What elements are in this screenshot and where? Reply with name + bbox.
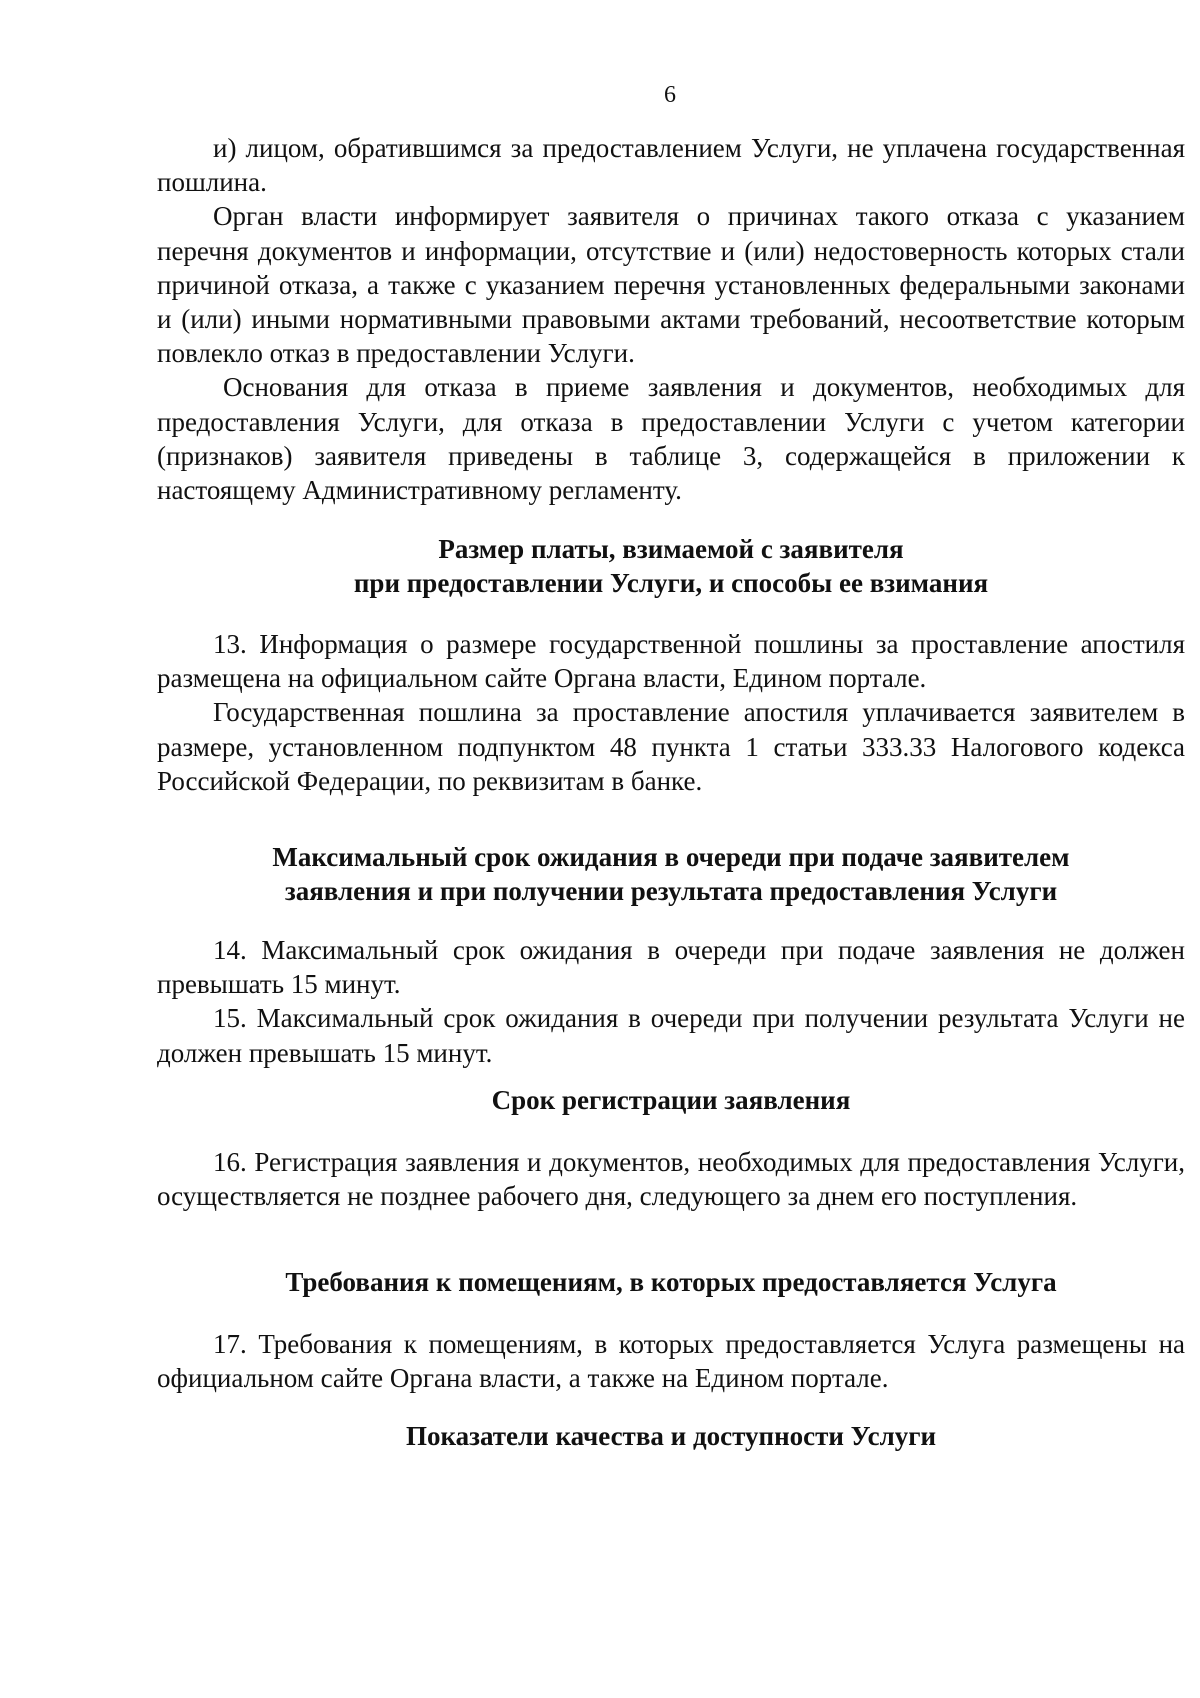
paragraph-15: 15. Максимальный срок ожидания в очереди при получении результата Услуги не должен превышать 15 минут. [157,1003,1185,1068]
section-heading-queue-line1: Максимальный срок ожидания в очереди при подаче заявителем [272,842,1070,872]
section-heading-registration-text: Срок регистрации заявления [491,1085,851,1115]
refusal-block [157,131,1185,507]
section-heading-registration [157,1083,1185,1117]
paragraph-refusal-info: Орган власти информирует заявителя о причинах такого отказа с указанием перечня документов и информации, отсутствие и (или) недостоверность которых стали причиной отказа, а также с указанием перечня установленных федеральными законами и (или) иными нормативными правовыми актами требований, несоответствие которым повлекло отказ в предоставлении Услуги. [157,201,1185,369]
section-heading-quality [157,1419,1185,1453]
section-heading-premises [157,1265,1185,1299]
fee-block [157,627,1185,798]
paragraph-14: 14. Максимальный срок ожидания в очереди при подаче заявления не должен превышать 15 минут. [157,935,1185,1000]
paragraph-16: 16. Регистрация заявления и документов, необходимых для предоставления Услуги, осуществляется не позднее рабочего дня, следующего за днем его поступления. [157,1147,1185,1212]
section-heading-fee [157,532,1185,600]
paragraph-13: 13. Информация о размере государственной пошлины за проставление апостиля размещена на официальном сайте Органа власти, Едином портале. [157,629,1185,694]
queue-block [157,933,1185,1070]
section-heading-fee-line2: при предоставлении Услуги, и способы ее взимания [353,568,989,598]
paragraph-13-duty: Государственная пошлина за проставление апостиля уплачивается заявителем в размере, установленном подпунктом 48 пункта 1 статьи 333.33 Налогового кодекса Российской Федерации, по реквизитам в банке. [157,697,1185,796]
page-number: 6 [664,82,676,108]
premises-block [157,1327,1185,1395]
paragraph-refusal-grounds: Основания для отказа в приеме заявления и документов, необходимых для предоставления Услуги, для отказа в предоставлении Услуги с учетом категории (признаков) заявителя приведены в таблице 3, содержащейся в приложении к настоящему Административному регламенту. [157,372,1185,506]
section-heading-fee-line1: Размер платы, взимаемой с заявителя [438,534,904,564]
section-heading-queue-line2: заявления и при получении результата предоставления Услуги [284,876,1058,906]
registration-block [157,1145,1185,1213]
section-heading-quality-text: Показатели качества и доступности Услуги [405,1421,937,1451]
section-heading-queue [157,840,1185,908]
section-heading-premises-text: Требования к помещениям, в которых предоставляется Услуга [285,1267,1057,1297]
paragraph-17: 17. Требования к помещениям, в которых предоставляется Услуга размещены на официальном сайте Органа власти, а также на Едином портале. [157,1329,1185,1394]
paragraph-item-i: и) лицом, обратившимся за предоставлением Услуги, не уплачена государственная пошлина. [157,133,1185,198]
